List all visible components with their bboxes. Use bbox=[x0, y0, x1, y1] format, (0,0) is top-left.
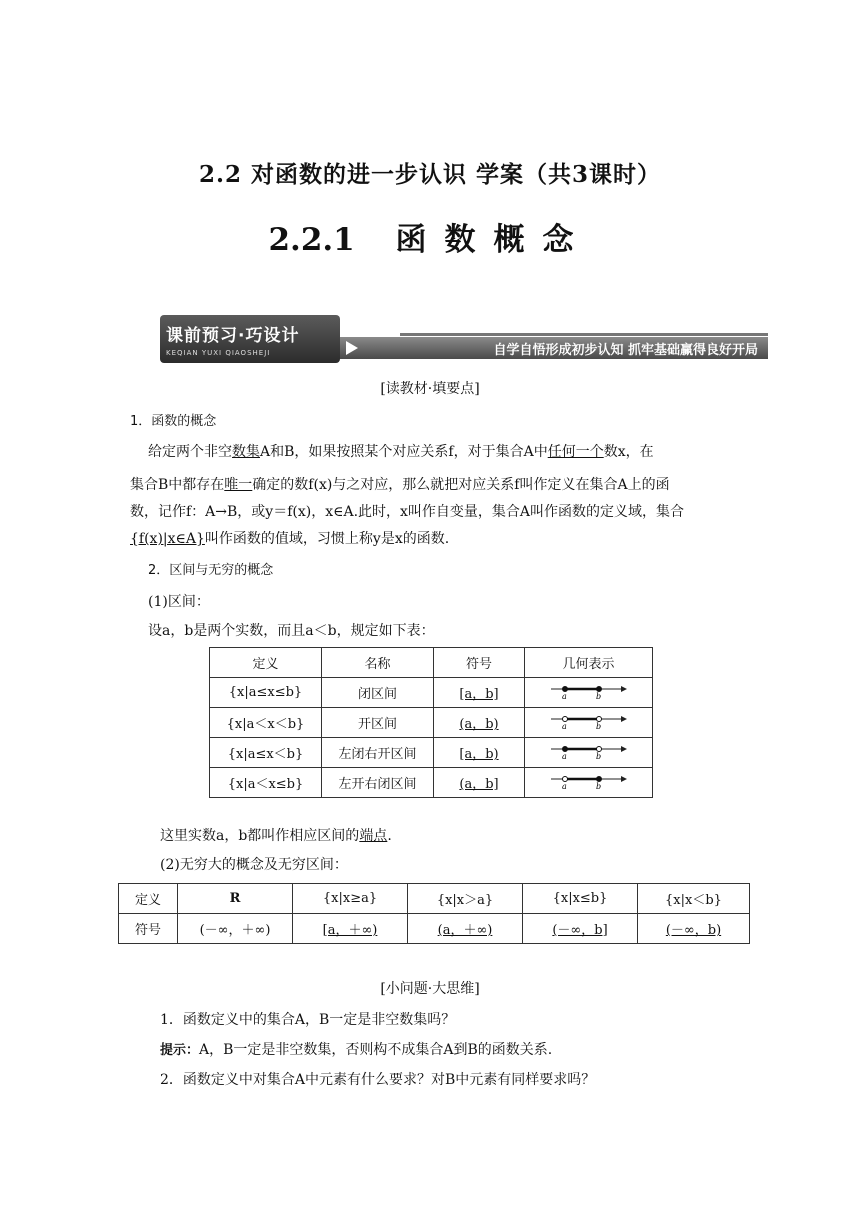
sym-cell: [a，b) bbox=[434, 738, 525, 768]
endpoint-a-dot bbox=[562, 716, 567, 721]
header-cell: 符号 bbox=[434, 648, 525, 678]
infinite-interval-table bbox=[118, 883, 750, 944]
paragraph-line-4 bbox=[130, 531, 730, 547]
row-label: 符号 bbox=[119, 914, 178, 944]
heading-interval: 2．区间与无穷的概念 bbox=[148, 563, 274, 578]
paragraph-line-3: 数，记作f：A→B，或y＝f(x)，x∈A.此时，x叫作自变量，集合A叫作函数的定义域，集合 bbox=[130, 504, 685, 520]
question-2: 2．函数定义中对集合A中元素有什么要求？对B中元素有同样要求吗？ bbox=[160, 1072, 596, 1088]
sym-cell: (－∞，b) bbox=[638, 914, 750, 944]
section-heading-think: [小问题·大思维] bbox=[380, 981, 480, 997]
infinity-subheading: (2)无穷大的概念及无穷区间： bbox=[160, 857, 348, 873]
row-label: 定义 bbox=[119, 884, 178, 914]
text: 这里实数a，b都叫作相应区间的 bbox=[160, 828, 360, 844]
text: . bbox=[387, 828, 392, 844]
table-row bbox=[210, 678, 653, 708]
banner-slogan: 自学自悟形成初步认知 抓牢基础赢得良好开局 bbox=[493, 343, 758, 358]
label-b: b bbox=[595, 751, 601, 760]
def-cell: {x|a≤x≤b} bbox=[210, 678, 322, 708]
sym-cell: [a，b] bbox=[434, 678, 525, 708]
table-row bbox=[210, 738, 653, 768]
underlined-text: 任何一个 bbox=[547, 444, 604, 460]
endpoint-sentence bbox=[160, 828, 760, 844]
underlined-text: 数集 bbox=[232, 444, 260, 460]
banner-badge-pinyin: KEQIAN YUXI QIAOSHEJI bbox=[166, 349, 271, 357]
document-title: 2.2 对函数的进一步认识 学案（共3课时） bbox=[198, 161, 662, 188]
number-line-icon bbox=[549, 682, 629, 700]
lesson-number: 2.2.1 bbox=[268, 222, 355, 258]
lesson-name: 函数概念 bbox=[395, 222, 592, 258]
text: 集合B中都存在 bbox=[130, 477, 225, 493]
sym-cell: (a，b) bbox=[434, 708, 525, 738]
name-cell: 左开右闭区间 bbox=[322, 768, 434, 798]
paragraph-line-1 bbox=[148, 444, 738, 460]
hint-label: 提示： bbox=[160, 1043, 200, 1058]
sym-cell: (－∞，b] bbox=[523, 914, 638, 944]
label-a: a bbox=[561, 781, 567, 790]
banner-line bbox=[400, 333, 768, 336]
def-cell: {x|a＜x＜b} bbox=[210, 708, 322, 738]
endpoint-a-dot bbox=[562, 746, 567, 751]
underlined-text: 唯一 bbox=[224, 477, 253, 493]
endpoint-a-dot bbox=[562, 686, 567, 691]
table-row bbox=[210, 768, 653, 798]
name-cell: 左闭右开区间 bbox=[322, 738, 434, 768]
text: 叫作函数的值域，习惯上称y是x的函数. bbox=[204, 531, 450, 547]
table-row bbox=[119, 884, 750, 914]
sym-cell: (a，＋∞) bbox=[408, 914, 523, 944]
def-cell: {x|x≤b} bbox=[523, 884, 638, 914]
number-line-cell bbox=[525, 678, 653, 708]
table-header-row bbox=[210, 648, 653, 678]
table-row bbox=[210, 708, 653, 738]
section-heading-read: [读教材·填要点] bbox=[380, 381, 480, 397]
endpoint-a-dot bbox=[562, 776, 567, 781]
endpoint-b-dot bbox=[596, 776, 601, 781]
number-line-cell bbox=[525, 738, 653, 768]
sym-cell: [a，＋∞) bbox=[293, 914, 408, 944]
paragraph-line-2 bbox=[130, 477, 730, 493]
text: 给定两个非空 bbox=[148, 444, 232, 460]
banner-badge-text: 课前预习·巧设计 bbox=[166, 326, 300, 346]
def-cell: {x|a≤x＜b} bbox=[210, 738, 322, 768]
hint-text: A，B一定是非空数集，否则构不成集合A到B的函数关系. bbox=[199, 1042, 553, 1058]
question-1: 1．函数定义中的集合A，B一定是非空数集吗？ bbox=[160, 1012, 456, 1028]
sym-cell: (－∞，＋∞) bbox=[178, 914, 293, 944]
def-cell: {x|x＜b} bbox=[638, 884, 750, 914]
number-line-cell bbox=[525, 708, 653, 738]
section-banner bbox=[160, 315, 768, 363]
number-line-icon bbox=[549, 742, 629, 760]
name-cell: 开区间 bbox=[322, 708, 434, 738]
answer-1 bbox=[160, 1042, 760, 1059]
endpoint-b-dot bbox=[596, 716, 601, 721]
banner-badge bbox=[160, 315, 340, 363]
def-cell: {x|x≥a} bbox=[293, 884, 408, 914]
header-cell: 定义 bbox=[210, 648, 322, 678]
interval-intro: 设a，b是两个实数，而且a＜b，规定如下表： bbox=[148, 623, 435, 639]
header-cell: 几何表示 bbox=[525, 648, 653, 678]
text: A和B，如果按照某个对应关系f，对于集合A中 bbox=[260, 444, 548, 460]
name-cell: 闭区间 bbox=[322, 678, 434, 708]
endpoint-b-dot bbox=[596, 686, 601, 691]
text: 数x，在 bbox=[603, 444, 654, 460]
def-cell: R bbox=[178, 884, 293, 914]
label-a: a bbox=[561, 721, 567, 730]
interval-subheading: (1)区间： bbox=[148, 594, 210, 610]
underlined-text: {f(x)|x∈A} bbox=[130, 531, 205, 547]
def-cell: {x|x＞a} bbox=[408, 884, 523, 914]
label-a: a bbox=[561, 691, 567, 700]
label-b: b bbox=[595, 781, 601, 790]
number-line-cell bbox=[525, 768, 653, 798]
table-row bbox=[119, 914, 750, 944]
endpoint-b-dot bbox=[596, 746, 601, 751]
lesson-title bbox=[0, 214, 860, 259]
label-a: a bbox=[561, 751, 567, 760]
header-cell: 名称 bbox=[322, 648, 434, 678]
underlined-text: 端点 bbox=[359, 828, 388, 844]
play-arrow-icon bbox=[346, 341, 358, 355]
interval-table bbox=[209, 647, 653, 798]
text: 确定的数f(x)与之对应，那么就把对应关系f叫作定义在集合A上的函 bbox=[252, 477, 670, 493]
number-line-icon bbox=[549, 712, 629, 730]
label-b: b bbox=[595, 721, 601, 730]
heading-function-concept: 1．函数的概念 bbox=[130, 414, 217, 429]
label-b: b bbox=[595, 691, 601, 700]
sym-cell: (a，b] bbox=[434, 768, 525, 798]
def-cell: {x|a＜x≤b} bbox=[210, 768, 322, 798]
number-line-icon bbox=[549, 772, 629, 790]
